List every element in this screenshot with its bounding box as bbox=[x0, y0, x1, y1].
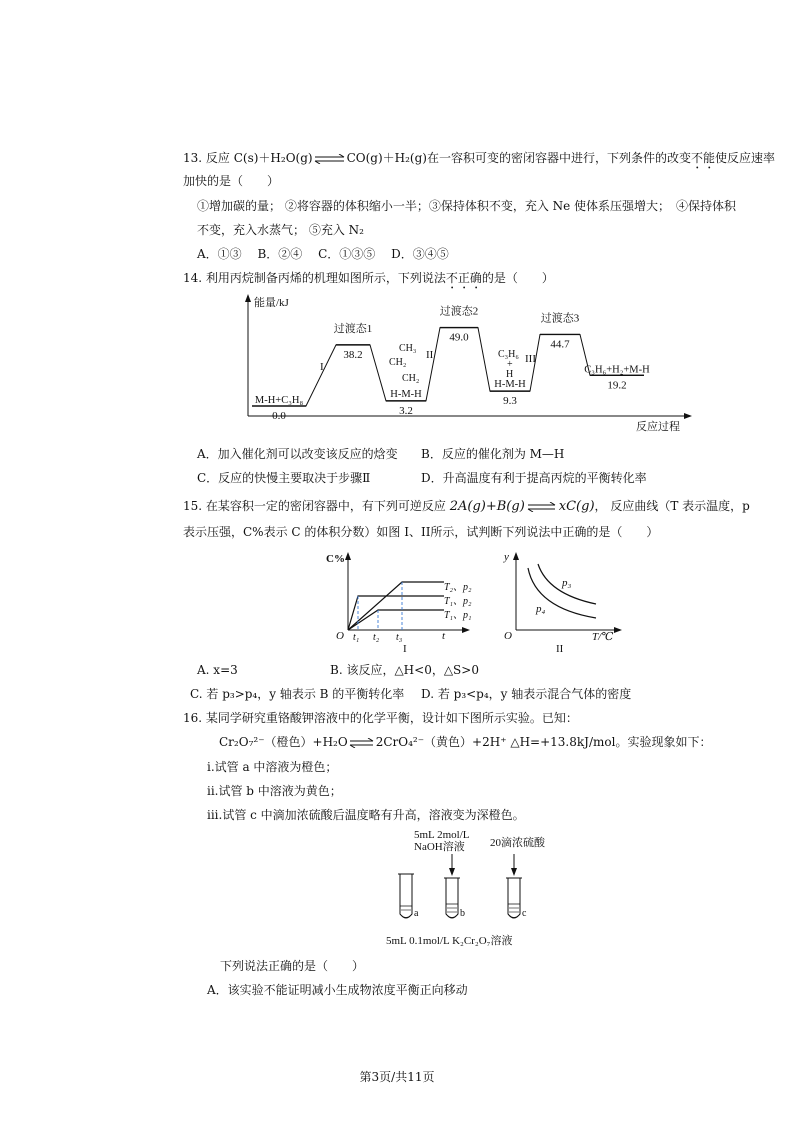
q13-line1 bbox=[183, 150, 775, 172]
q16-equation-right: 2CrO₄²⁻（黄色）+2H⁺ △H=+13.8kJ/mol。实验现象如下： bbox=[375, 735, 712, 749]
test-tube-a bbox=[398, 874, 419, 919]
curve-t1-p2 bbox=[348, 596, 444, 630]
test-tube-c bbox=[506, 878, 527, 919]
q16-question: 下列说法正确的是（ ） bbox=[220, 959, 365, 973]
q15-choice-d: D. 若 p₃<p₄，y 轴表示混合气体的密度 bbox=[421, 687, 632, 701]
q14-stem bbox=[183, 270, 554, 292]
transition-state-label-3: 过渡态2 bbox=[439, 305, 479, 318]
q13-tail: CO(g)＋H₂(g)在一容积可变的密闭容器中进行，下列条件的改变 bbox=[346, 151, 691, 165]
label-p4: p₄ bbox=[536, 603, 546, 615]
fragment-c3h6: C₃H₆ bbox=[498, 349, 519, 361]
q14-choice-b: B．反应的催化剂为 M—H bbox=[421, 447, 565, 461]
arrow-down-icon bbox=[449, 868, 455, 876]
label-t1-p2: T₁、p₂ bbox=[444, 596, 472, 607]
fig2-xlabel: T/℃ bbox=[592, 631, 614, 643]
fragment-ch3: CH₃ bbox=[399, 342, 417, 354]
transition-state-label-5: 过渡态3 bbox=[540, 312, 580, 325]
q15-line2: 表示压强，C%表示 C 的体积分数）如图 I、II所示，试判断下列说法中正确的是（ ） bbox=[183, 525, 659, 539]
reagent-b-line2: NaOH溶液 bbox=[414, 841, 465, 853]
q15-choice-b: B. 该反应，△H<0，△S>0 bbox=[330, 663, 479, 677]
curve-t1-p1 bbox=[348, 610, 444, 630]
fragment-ch2-b: CH₂ bbox=[402, 372, 420, 384]
tick-t3: t₃ bbox=[396, 632, 403, 643]
curve-t2-p2 bbox=[348, 582, 444, 630]
fragment-plus: + bbox=[507, 359, 513, 371]
reagent-b-line1: 5mL 2mol/L bbox=[414, 829, 470, 841]
label-t1-p1: T₁、p₁ bbox=[444, 610, 472, 621]
solution-label: 5mL 0.1mol/L K₂Cr₂O₇溶液 bbox=[386, 935, 513, 947]
tube-label-a: a bbox=[414, 908, 419, 919]
reversible-arrow-icon bbox=[314, 154, 346, 164]
q13-line2: 加快的是（ ） bbox=[183, 174, 280, 188]
fragment-h: H bbox=[506, 369, 514, 381]
q15-line1 bbox=[183, 498, 750, 515]
q16-equation bbox=[219, 734, 711, 750]
state-label-2: H-M-H bbox=[390, 388, 422, 400]
arrow-right-icon bbox=[462, 627, 470, 633]
transition-state-label-1: 过渡态1 bbox=[333, 322, 373, 335]
q15-figure-1 bbox=[326, 546, 486, 656]
fig2-ylabel: y bbox=[504, 551, 509, 563]
fig2-origin: O bbox=[504, 630, 512, 642]
arrow-up-icon bbox=[513, 552, 519, 560]
label-t2-p2: T₂、p₂ bbox=[444, 582, 472, 593]
q16-observation-3: iii.试管 c 中滴加浓硫酸后温度略有升高，溶液变为深橙色。 bbox=[207, 808, 525, 822]
q13-options-1: ①增加碳的量； ②将容器的体积缩小一半；③保持体积不变，充入 Ne 使体系压强增大； ④保持体积 bbox=[197, 199, 737, 213]
energy-value-2: 3.2 bbox=[399, 404, 413, 417]
y-axis-label: 能量/kJ bbox=[254, 297, 289, 309]
arrow-right-icon bbox=[614, 627, 622, 633]
energy-value-1: 38.2 bbox=[343, 348, 363, 361]
step-label-1: II bbox=[426, 349, 434, 361]
q16-observation-2: ii.试管 b 中溶液为黄色； bbox=[207, 784, 342, 798]
x-axis-label: 反应过程 bbox=[636, 421, 680, 433]
tick-t2: t₂ bbox=[373, 632, 380, 643]
fig1-origin: O bbox=[336, 630, 344, 642]
tick-t1: t₁ bbox=[353, 632, 360, 643]
q15-choice-a: A. x=3 bbox=[197, 663, 238, 677]
energy-value-5: 44.7 bbox=[550, 338, 570, 351]
fig1-caption: I bbox=[403, 643, 407, 655]
energy-value-4: 9.3 bbox=[503, 395, 517, 408]
q14-choice-a: A．加入催化剂可以改变该反应的焓变 bbox=[197, 447, 398, 461]
energy-value-0: 0.0 bbox=[272, 410, 286, 422]
q15-figure-2 bbox=[494, 546, 634, 656]
q14-lead: 14. 利用丙烷制备丙烯的机理如图所示，下列说法 bbox=[183, 271, 446, 285]
q16-observation-1: i.试管 a 中溶液为橙色； bbox=[207, 760, 338, 774]
y-axis-arrow-icon bbox=[245, 294, 251, 302]
q15-equation-left: 2A(g)+B(g) bbox=[449, 499, 525, 514]
test-tube-b bbox=[444, 878, 465, 919]
q16-choice-a: A．该实验不能证明减小生成物浓度平衡正向移动 bbox=[207, 983, 468, 997]
fig1-xlabel: t bbox=[442, 630, 446, 642]
label-p3: p₃ bbox=[562, 577, 572, 589]
q13-emphasis: 不能 bbox=[690, 151, 715, 165]
q16-test-tube-figure bbox=[384, 826, 574, 950]
state-label-4: H-M-H bbox=[494, 379, 526, 391]
q14-energy-diagram bbox=[240, 292, 700, 434]
q15-choice-c: C. 若 p₃>p₄，y 轴表示 B 的平衡转化率 bbox=[190, 687, 405, 701]
energy-value-3: 49.0 bbox=[449, 331, 469, 344]
reversible-arrow-icon bbox=[527, 502, 557, 512]
q14-choice-d: D．升高温度有利于提高丙烷的平衡转化率 bbox=[421, 471, 647, 485]
tube-label-c: c bbox=[522, 908, 527, 919]
fig2-caption: II bbox=[556, 643, 564, 655]
page-number: 第3页/共11页 bbox=[359, 1070, 435, 1084]
q14-choice-c: C．反应的快慢主要取决于步骤Ⅱ bbox=[197, 471, 371, 485]
state-label-6: C₃H₆+H₂+M-H bbox=[584, 364, 650, 376]
x-axis-arrow-icon bbox=[684, 413, 692, 419]
tube-label-b: b bbox=[460, 908, 465, 919]
arrow-up-icon bbox=[345, 552, 351, 560]
q14-end: 的是（ ） bbox=[481, 271, 554, 285]
reagent-c: 20滴浓硫酸 bbox=[490, 837, 545, 849]
q14-emphasis: 不正确 bbox=[445, 271, 482, 285]
q13-choices: A．①③ B．②④ C．①③⑤ D．③④⑤ bbox=[197, 247, 449, 261]
q13-lead: 13. 反应 C(s)＋H₂O(g) bbox=[183, 151, 313, 165]
reversible-arrow-icon bbox=[349, 738, 375, 748]
q13-options-2: 不变，充入水蒸气； ⑤充入 N₂ bbox=[197, 223, 364, 237]
q16-equation-left: Cr₂O₇²⁻（橙色）+H₂O bbox=[219, 735, 348, 749]
q16-stem: 16. 某同学研究重铬酸钾溶液中的化学平衡，设计如下图所示实验。已知： bbox=[183, 711, 578, 725]
q15-tail: ， 反应曲线（T 表示温度，p bbox=[594, 499, 750, 513]
q15-equation-right: xC(g) bbox=[558, 499, 595, 514]
fig1-ylabel: C% bbox=[326, 553, 345, 565]
fragment-ch2-a: CH₂ bbox=[389, 356, 407, 368]
q15-lead: 15. 在某容积一定的密闭容器中，有下列可逆反应 bbox=[183, 499, 446, 513]
energy-value-6: 19.2 bbox=[607, 379, 627, 392]
state-label-0: M-H+C₃H₈ bbox=[254, 395, 304, 406]
q13-end: 使反应速率 bbox=[714, 151, 775, 165]
step-label-2: III bbox=[525, 353, 536, 365]
arrow-down-icon bbox=[511, 868, 517, 876]
step-label-0: I bbox=[320, 361, 324, 373]
